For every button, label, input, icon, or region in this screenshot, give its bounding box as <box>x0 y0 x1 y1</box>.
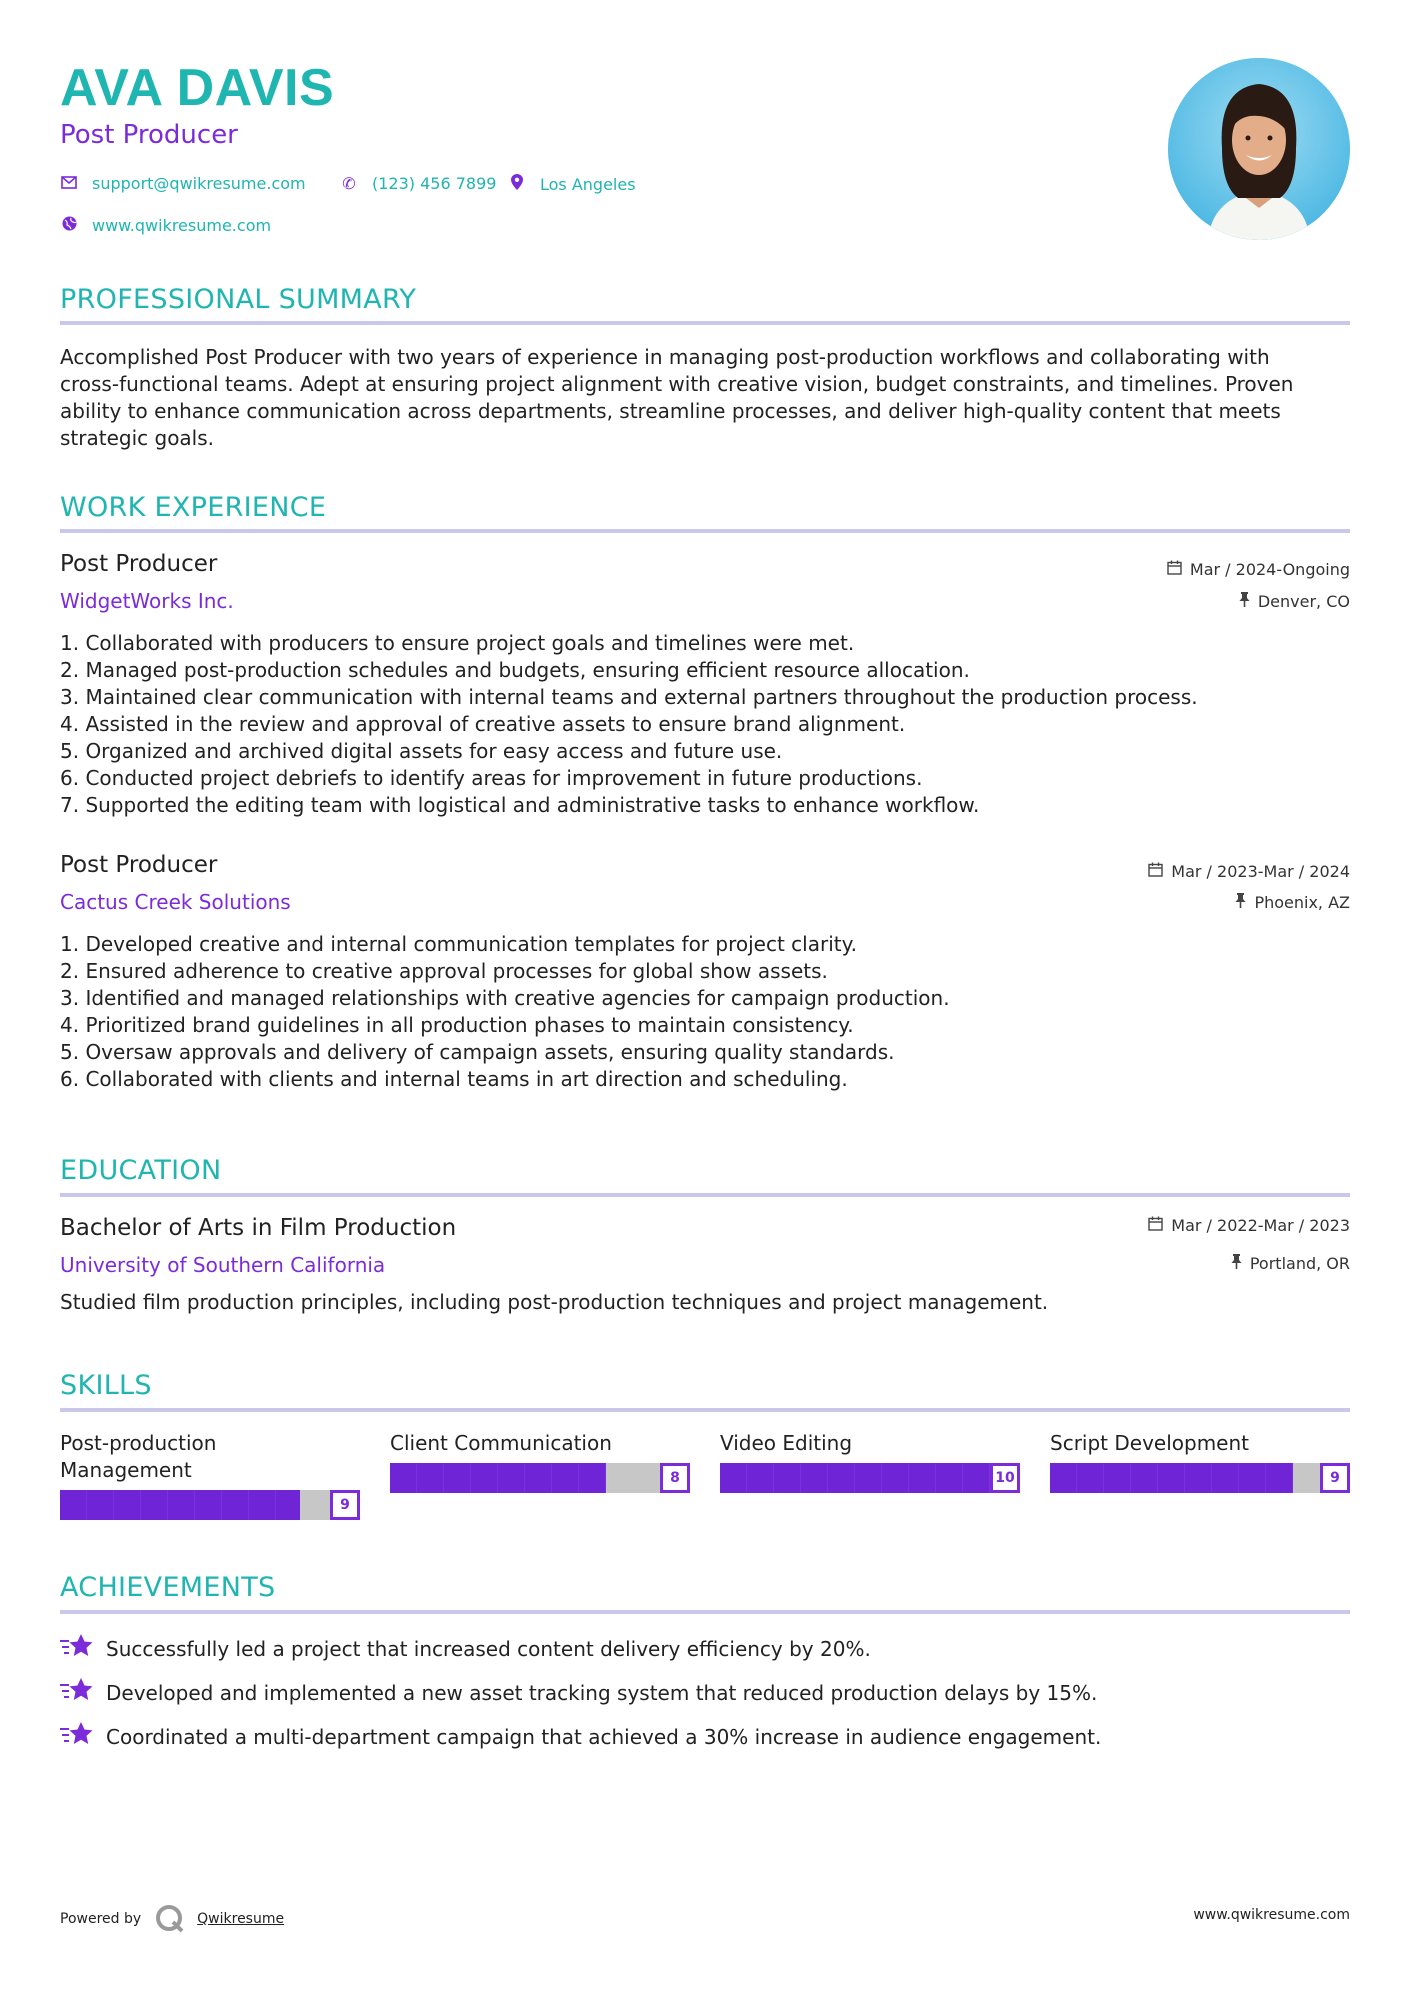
job-role: Post Producer <box>60 852 218 878</box>
summary-line: Accomplished Post Producer with two years of experience in managing post-production workflows and collaborating with <box>60 345 1270 369</box>
phone-icon: ✆ <box>342 174 356 193</box>
calendar-icon <box>1167 560 1182 579</box>
list-item: 7. Supported the editing team with logistical and administrative tasks to enhance workflow. <box>60 793 980 817</box>
achievement-text: Successfully led a project that increased content delivery efficiency by 20%. <box>106 1636 871 1661</box>
skill-label: Video Editing <box>720 1431 853 1455</box>
envelope-icon <box>60 174 78 193</box>
skill-score: 8 <box>660 1463 690 1493</box>
skill-label: Script Development <box>1050 1431 1250 1455</box>
list-item: 4. Assisted in the review and approval of creative assets to ensure brand alignment. <box>60 712 906 736</box>
pushpin-icon <box>1231 1254 1242 1273</box>
skill-bar <box>60 1490 360 1520</box>
globe-icon <box>60 216 78 235</box>
phone-text: (123) 456 7899 <box>372 174 497 193</box>
skill-bar <box>390 1463 690 1493</box>
contact-email[interactable] <box>60 174 306 193</box>
section-divider <box>60 1193 1350 1197</box>
pushpin-icon <box>1239 592 1250 611</box>
education-location <box>1231 1254 1350 1273</box>
job-role: Post Producer <box>60 551 218 577</box>
job-responsibilities <box>60 630 1350 819</box>
job-dates-text: Mar / 2024-Ongoing <box>1189 560 1350 579</box>
job-location <box>1239 592 1350 611</box>
location-text: Los Angeles <box>540 174 636 194</box>
job-responsibilities <box>60 931 1350 1093</box>
contact-phone[interactable] <box>340 174 496 193</box>
section-divider <box>60 1610 1350 1614</box>
summary-line: cross-functional teams. Adept at ensuring project alignment with creative vision, budget constraints, and timelines. Proven <box>60 372 1294 396</box>
summary-line: strategic goals. <box>60 426 215 450</box>
skill-label <box>60 1430 360 1484</box>
achievement-item <box>60 1676 1097 1709</box>
list-item: 6. Collaborated with clients and internal teams in art direction and scheduling. <box>60 1067 848 1091</box>
skill-score: 10 <box>990 1463 1020 1493</box>
list-item: 1. Collaborated with producers to ensure project goals and timelines were met. <box>60 631 855 655</box>
job-location <box>1235 893 1350 912</box>
achievements-heading: ACHIEVEMENTS <box>60 1572 276 1603</box>
section-divider <box>60 321 1350 325</box>
education-school: University of Southern California <box>60 1253 386 1277</box>
skill-bar-remainder <box>1293 1463 1320 1493</box>
skill-bar-remainder <box>300 1490 330 1520</box>
skill-bar-fill <box>60 1490 300 1520</box>
list-item: 3. Maintained clear communication with internal teams and external partners throughout the production process. <box>60 685 1198 709</box>
achievement-item <box>60 1720 1101 1753</box>
experience-heading: WORK EXPERIENCE <box>60 492 327 523</box>
map-pin-icon <box>508 174 526 194</box>
star-icon <box>60 1720 94 1753</box>
powered-by-label: Powered by <box>60 1911 142 1927</box>
job-location-text: Denver, CO <box>1257 592 1350 611</box>
star-icon <box>60 1676 94 1709</box>
job-dates <box>1167 560 1350 579</box>
contact-location <box>508 174 636 194</box>
skill-bar-fill <box>390 1463 606 1493</box>
website-text: www.qwikresume.com <box>92 216 272 235</box>
email-text: support@qwikresume.com <box>92 174 306 193</box>
job-dates <box>1148 862 1350 881</box>
job-company: WidgetWorks Inc. <box>60 589 234 613</box>
footer-url[interactable]: www.qwikresume.com <box>1193 1907 1350 1923</box>
list-item: 1. Developed creative and internal communication templates for project clarity. <box>60 932 857 956</box>
summary-text <box>60 344 1350 452</box>
skill-video-editing <box>720 1430 1020 1493</box>
job-location-text: Phoenix, AZ <box>1254 893 1350 912</box>
footer-powered-by <box>60 1904 284 1934</box>
list-item: 6. Conducted project debriefs to identify areas for improvement in future productions. <box>60 766 923 790</box>
achievement-text: Coordinated a multi-department campaign that achieved a 30% increase in audience engagement. <box>106 1724 1102 1749</box>
qwikresume-link[interactable]: Qwikresume <box>197 1911 285 1927</box>
qwikresume-logo-icon <box>155 1904 185 1934</box>
list-item: 5. Organized and archived digital assets for easy access and future use. <box>60 739 783 763</box>
section-divider <box>60 529 1350 533</box>
section-divider <box>60 1408 1350 1412</box>
skill-bar <box>1050 1463 1350 1493</box>
job-company: Cactus Creek Solutions <box>60 890 291 914</box>
skill-label-line: Post-production <box>60 1431 217 1455</box>
list-item: 2. Ensured adherence to creative approval processes for global show assets. <box>60 959 828 983</box>
education-heading: EDUCATION <box>60 1155 222 1186</box>
list-item: 4. Prioritized brand guidelines in all production phases to maintain consistency. <box>60 1013 854 1037</box>
skill-client-communication <box>390 1430 690 1493</box>
list-item: 2. Managed post-production schedules and budgets, ensuring efficient resource allocation. <box>60 658 970 682</box>
job-dates-text: Mar / 2023-Mar / 2024 <box>1171 862 1350 881</box>
calendar-icon <box>1148 1216 1163 1235</box>
skill-label: Client Communication <box>390 1431 612 1455</box>
education-degree: Bachelor of Arts in Film Production <box>60 1215 457 1241</box>
achievement-item <box>60 1632 871 1665</box>
skill-score: 9 <box>1320 1463 1350 1493</box>
skill-bar-fill <box>1050 1463 1293 1493</box>
profile-photo <box>1168 58 1350 240</box>
skill-post-production <box>60 1430 360 1520</box>
achievement-text: Developed and implemented a new asset tracking system that reduced production delays by 15%. <box>106 1680 1098 1705</box>
pushpin-icon <box>1235 893 1246 912</box>
skill-label-line: Management <box>60 1458 192 1482</box>
candidate-name: AVA DAVIS <box>60 59 335 117</box>
summary-heading: PROFESSIONAL SUMMARY <box>60 284 417 315</box>
skill-score: 9 <box>330 1490 360 1520</box>
education-dates <box>1148 1216 1350 1235</box>
skill-bar-remainder <box>606 1463 660 1493</box>
calendar-icon <box>1148 862 1163 881</box>
summary-line: ability to enhance communication across departments, streamline processes, and deliver high-quality content that meets <box>60 399 1281 423</box>
skill-bar <box>720 1463 1020 1493</box>
education-location-text: Portland, OR <box>1249 1254 1350 1273</box>
education-dates-text: Mar / 2022-Mar / 2023 <box>1171 1216 1350 1235</box>
skill-bar-fill <box>720 1463 990 1493</box>
skills-heading: SKILLS <box>60 1370 152 1401</box>
candidate-title: Post Producer <box>60 120 238 150</box>
star-icon <box>60 1632 94 1665</box>
contact-website[interactable] <box>60 216 271 235</box>
skill-script-development <box>1050 1430 1350 1493</box>
list-item: 5. Oversaw approvals and delivery of campaign assets, ensuring quality standards. <box>60 1040 895 1064</box>
education-description: Studied film production principles, including post-production techniques and project management. <box>60 1290 1049 1314</box>
list-item: 3. Identified and managed relationships with creative agencies for campaign production. <box>60 986 950 1010</box>
